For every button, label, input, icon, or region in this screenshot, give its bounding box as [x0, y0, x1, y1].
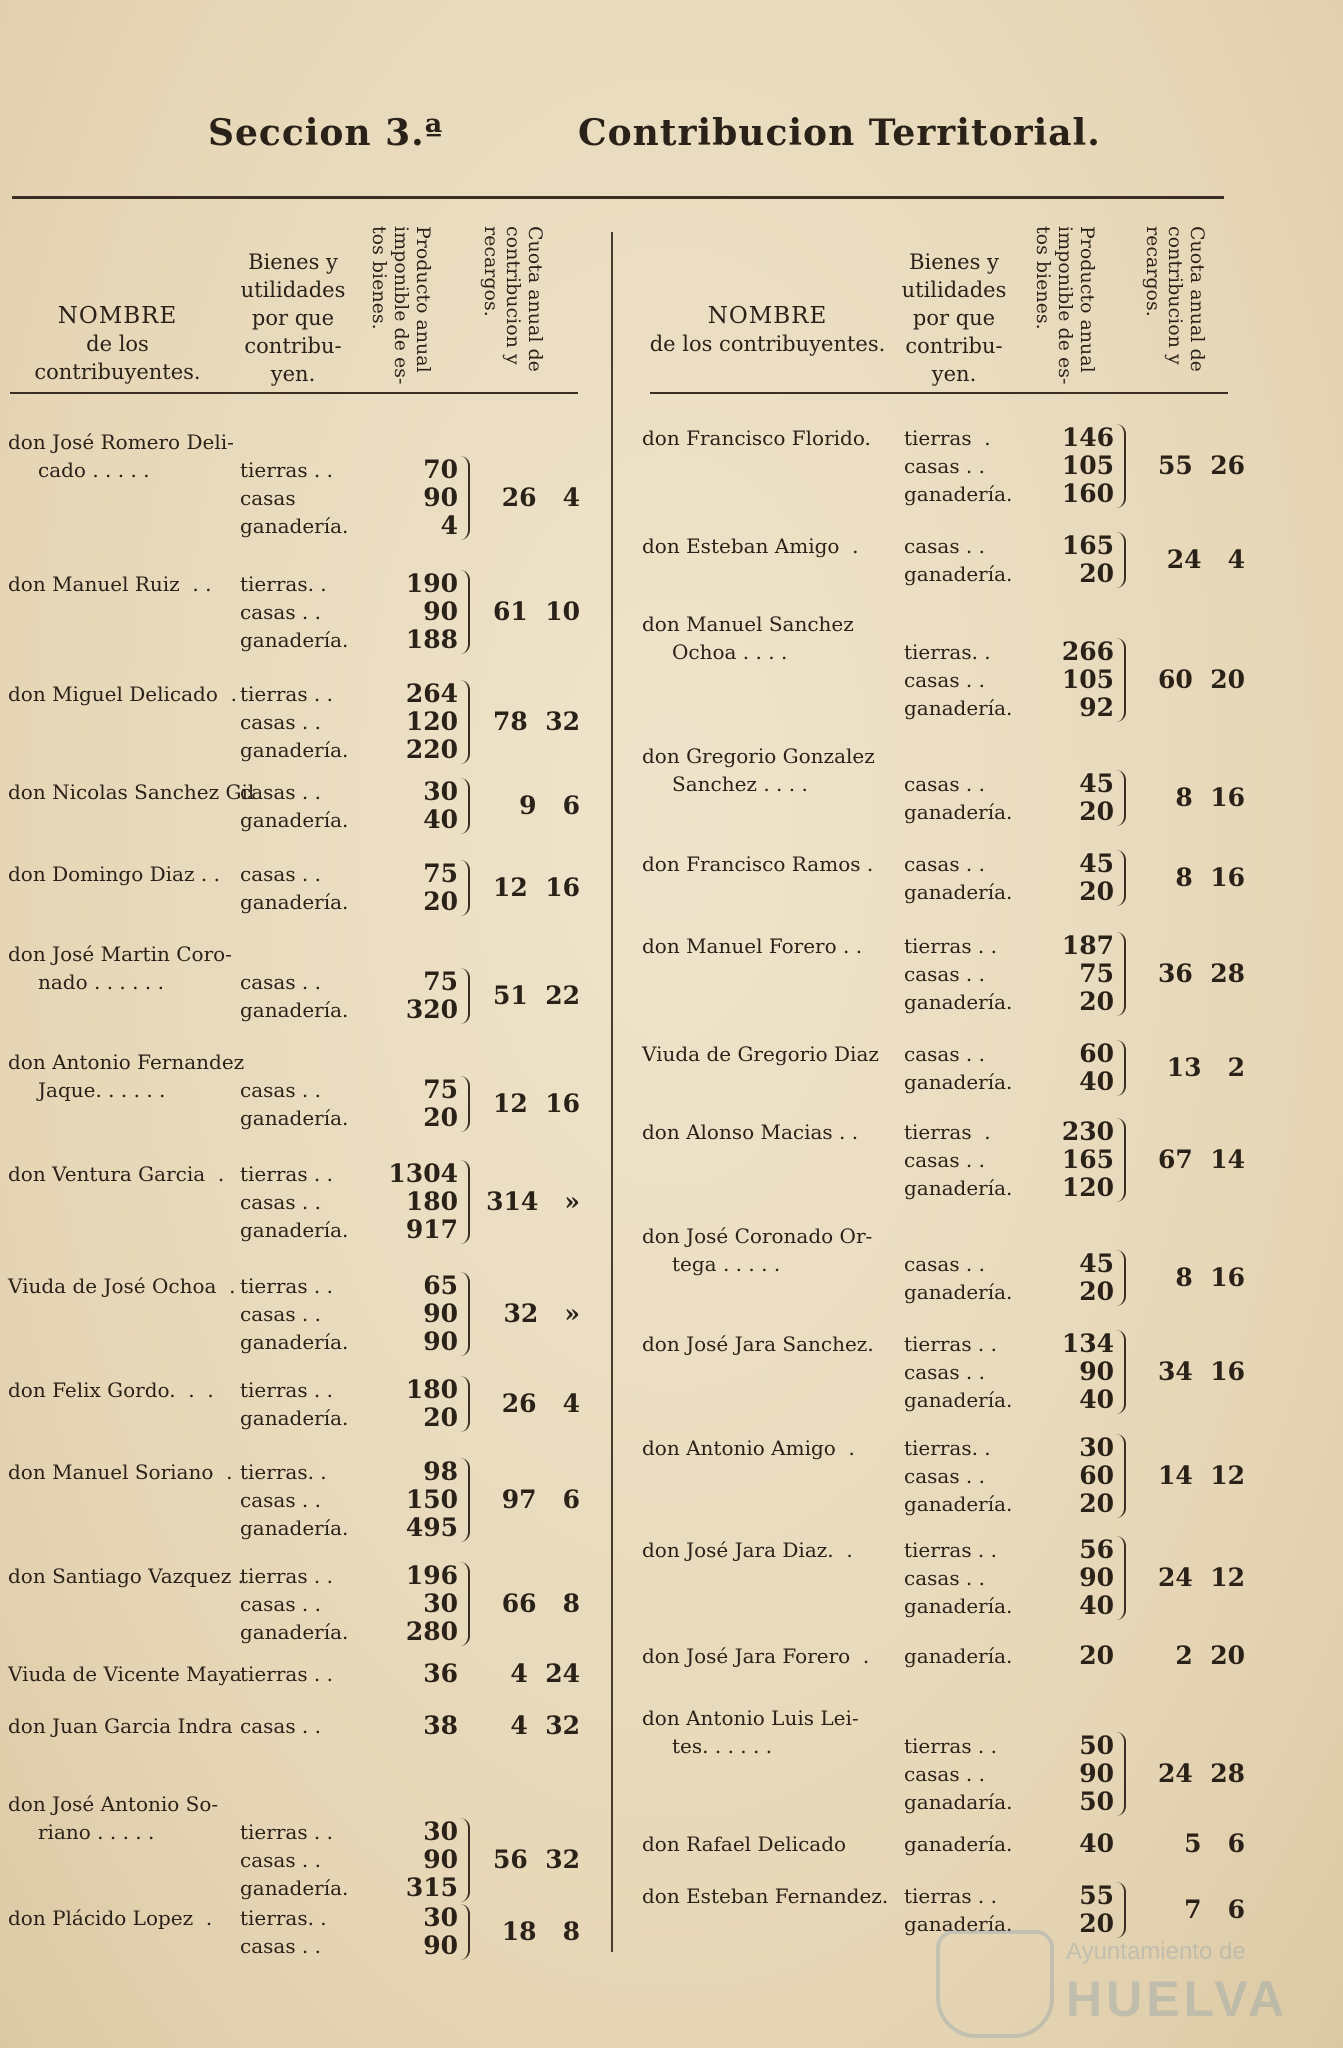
bien-label: tierras . .: [904, 1884, 998, 1908]
contributor-name: cado . . . . .: [38, 458, 150, 482]
cuota-value: 61 10: [493, 597, 580, 626]
brace-glyph: [1116, 1434, 1126, 1518]
cuota-value: 12 16: [493, 873, 580, 902]
contributor-name: don Manuel Forero . .: [642, 934, 863, 958]
product-value: 45: [1079, 769, 1114, 798]
bien-label: casas . .: [240, 1848, 322, 1872]
bien-label: casas . .: [904, 772, 986, 796]
product-value: 917: [405, 1215, 458, 1244]
cuota-value: 18 8: [501, 1917, 580, 1946]
bien-label: ganadería.: [904, 1492, 1013, 1516]
header-nombre-line: NOMBRE: [707, 303, 828, 329]
contributor-name: don Antonio Luis Lei-: [642, 1706, 859, 1730]
bien-label: casas . .: [240, 600, 322, 624]
cuota-value: 24 4: [1166, 545, 1245, 574]
brace-glyph: [460, 1562, 470, 1646]
contributor-name: don Manuel Soriano .: [8, 1460, 233, 1484]
bien-label: ganadería.: [904, 1912, 1013, 1936]
bien-label: casas . .: [240, 780, 322, 804]
product-value: 45: [1079, 1249, 1114, 1278]
header-producto-line: tos bienes.: [368, 226, 390, 330]
cuota-value: 60 20: [1158, 665, 1245, 694]
product-value: 150: [405, 1485, 458, 1514]
bien-label: tierras . .: [240, 1274, 334, 1298]
cuota-value: 7 6: [1184, 1895, 1245, 1924]
header-nombre-line: NOMBRE: [57, 303, 178, 329]
cuota-value: 8 16: [1175, 863, 1245, 892]
contributor-name: don Gregorio Gonzalez: [642, 744, 875, 768]
header-bienes-line: contribu-: [244, 334, 342, 358]
contributor-name: Viuda de Gregorio Diaz: [642, 1042, 879, 1066]
bien-label: ganadería.: [904, 1388, 1013, 1412]
contributor-name: don Ventura Garcia .: [8, 1162, 225, 1186]
bien-label: casas . .: [904, 454, 986, 478]
contributor-name: don José Jara Diaz. .: [642, 1538, 853, 1562]
product-value: 60: [1079, 1039, 1114, 1068]
bien-label: tierras. .: [904, 640, 991, 664]
bien-label: casas: [240, 486, 296, 510]
bien-label: casas . .: [904, 534, 986, 558]
header-bienes-line: Bienes y: [909, 250, 999, 274]
product-value: 1304: [388, 1159, 458, 1188]
header-producto-line: Producto anual: [412, 226, 434, 373]
product-value: 75: [1079, 959, 1114, 988]
product-value: 120: [1061, 1173, 1114, 1202]
header-bienes-line: utilidades: [240, 278, 346, 302]
contributor-name: don Nicolas Sanchez Gil: [8, 780, 255, 804]
product-value: 92: [1079, 693, 1114, 722]
bien-label: ganadería.: [904, 1070, 1013, 1094]
cuota-value: 97 6: [501, 1485, 580, 1514]
header-producto-left: [368, 226, 434, 391]
bien-label: ganadería.: [240, 738, 349, 762]
watermark-logo: [936, 1930, 1316, 2030]
bien-label: casas . .: [240, 1488, 322, 1512]
header-cuota-line: Cuota anual de: [524, 226, 546, 372]
bien-label: tierras .: [904, 426, 991, 450]
header-nombre-line: de los contribuyentes.: [649, 332, 886, 356]
bien-label: casas . .: [240, 970, 322, 994]
brace-glyph: [460, 1272, 470, 1356]
product-value: 105: [1061, 665, 1114, 694]
header-bienes-line: Bienes y: [248, 250, 338, 274]
bien-label: casas . .: [904, 1464, 986, 1488]
bien-label: tierras . .: [240, 1162, 334, 1186]
cuota-value: 13 2: [1166, 1053, 1245, 1082]
header-cuota-right: [1142, 226, 1208, 391]
header-bienes-right: [898, 248, 1010, 388]
brace-glyph: [460, 968, 470, 1024]
bien-label: casas . .: [240, 862, 322, 886]
product-value: 38: [423, 1711, 458, 1740]
bien-label: ganadería.: [240, 998, 349, 1022]
bien-label: casas . .: [904, 1360, 986, 1384]
watermark-line1: Ayuntamiento de: [1066, 1938, 1246, 1965]
product-value: 146: [1061, 423, 1114, 452]
product-value: 30: [423, 1903, 458, 1932]
product-value: 160: [1061, 479, 1114, 508]
brace-glyph: [1116, 1536, 1126, 1620]
contributor-name: don José Antonio So-: [8, 1792, 219, 1816]
top-rule: [12, 196, 1224, 199]
cuota-value: 32 »: [503, 1299, 580, 1328]
contributor-name: don Juan Garcia Indra: [8, 1714, 233, 1738]
bien-label: tierras . .: [904, 1734, 998, 1758]
bien-label: casas . .: [904, 668, 986, 692]
header-bienes-line: contribu-: [905, 334, 1003, 358]
bien-label: tierras . .: [240, 682, 334, 706]
cuota-value: 14 12: [1158, 1461, 1245, 1490]
bien-label: tierras . .: [240, 1820, 334, 1844]
cuota-value: 55 26: [1158, 451, 1245, 480]
product-value: 20: [423, 887, 458, 916]
contributor-name: don José Jara Sanchez.: [642, 1332, 874, 1356]
brace-glyph: [460, 1818, 470, 1902]
product-value: 40: [1079, 1591, 1114, 1620]
header-cuota-left: [480, 226, 546, 391]
product-value: 120: [405, 707, 458, 736]
header-bienes-line: por que: [251, 306, 335, 330]
product-value: 90: [423, 1299, 458, 1328]
brace-glyph: [1116, 932, 1126, 1016]
contributor-name: Sanchez . . . .: [672, 772, 808, 796]
brace-glyph: [1116, 532, 1126, 588]
header-cuota-line: contribucion y: [1164, 226, 1186, 365]
bien-label: tierras. .: [240, 572, 327, 596]
product-value: 50: [1079, 1787, 1114, 1816]
bien-label: casas . .: [904, 1042, 986, 1066]
product-value: 30: [423, 1817, 458, 1846]
header-producto-line: tos bienes.: [1032, 226, 1054, 330]
product-value: 320: [405, 995, 458, 1024]
bien-label: casas . .: [240, 710, 322, 734]
header-underline-left: [10, 392, 578, 394]
column-separator: [611, 232, 613, 1952]
product-value: 266: [1061, 637, 1114, 666]
header-cuota-line: recargos.: [480, 226, 502, 317]
product-value: 98: [423, 1457, 458, 1486]
bien-label: tierras. .: [240, 1460, 327, 1484]
contributor-name: tes. . . . . .: [672, 1734, 773, 1758]
bien-label: ganadería.: [904, 990, 1013, 1014]
product-value: 30: [1079, 1433, 1114, 1462]
cuota-value: 9 6: [519, 791, 580, 820]
product-value: 75: [423, 967, 458, 996]
cuota-value: 51 22: [493, 981, 580, 1010]
header-bienes-left: [238, 248, 348, 388]
brace-glyph: [1116, 850, 1126, 906]
product-value: 30: [423, 1589, 458, 1618]
header-producto-line: imponible de es-: [390, 226, 412, 385]
product-value: 20: [1079, 559, 1114, 588]
bien-label: ganadería.: [904, 880, 1013, 904]
brace-glyph: [460, 570, 470, 654]
bien-label: ganadería.: [904, 1832, 1013, 1856]
contributor-name: tega . . . . .: [672, 1252, 781, 1276]
bien-label: tierras . .: [904, 934, 998, 958]
brace-glyph: [1116, 1732, 1126, 1816]
product-value: 40: [1079, 1385, 1114, 1414]
header-producto-line: imponible de es-: [1054, 226, 1076, 385]
product-value: 65: [423, 1271, 458, 1300]
brace-glyph: [460, 1076, 470, 1132]
contributor-name: don Antonio Amigo .: [642, 1436, 855, 1460]
cuota-value: 314 »: [486, 1187, 580, 1216]
product-value: 165: [1061, 1145, 1114, 1174]
product-value: 20: [1079, 987, 1114, 1016]
product-value: 20: [423, 1403, 458, 1432]
cuota-value: 56 32: [493, 1845, 580, 1874]
page-title: Contribucion Territorial.: [578, 112, 1101, 154]
bien-label: ganadería.: [904, 1280, 1013, 1304]
product-value: 60: [1079, 1461, 1114, 1490]
bien-label: ganadaría.: [904, 1790, 1013, 1814]
bien-label: ganadería.: [904, 1176, 1013, 1200]
header-producto-line: Producto anual: [1076, 226, 1098, 373]
bien-label: ganadería.: [240, 1620, 349, 1644]
bien-label: tierras . .: [904, 1332, 998, 1356]
bien-label: casas . .: [240, 1592, 322, 1616]
bien-label: ganadería.: [240, 1218, 349, 1242]
cuota-value: 26 4: [501, 483, 580, 512]
contributor-name: nado . . . . . .: [38, 970, 164, 994]
watermark-line2: HUELVA: [1066, 1971, 1289, 2027]
product-value: 188: [405, 625, 458, 654]
cuota-value: 24 12: [1158, 1563, 1245, 1592]
cuota-value: 8 16: [1175, 783, 1245, 812]
product-value: 105: [1061, 451, 1114, 480]
header-cuota-line: recargos.: [1142, 226, 1164, 317]
bien-label: casas . .: [904, 1762, 986, 1786]
product-value: 180: [405, 1375, 458, 1404]
contributor-name: don Francisco Ramos .: [642, 852, 874, 876]
cuota-value: 5 6: [1184, 1829, 1245, 1858]
product-value: 230: [1061, 1117, 1114, 1146]
product-value: 90: [1079, 1357, 1114, 1386]
product-value: 90: [1079, 1759, 1114, 1788]
bien-label: casas . .: [904, 1148, 986, 1172]
product-value: 20: [1079, 1489, 1114, 1518]
contributor-name: don Rafael Delicado: [642, 1832, 847, 1856]
contributor-name: don Plácido Lopez .: [8, 1906, 213, 1930]
bien-label: tierras . .: [240, 458, 334, 482]
product-value: 90: [423, 1845, 458, 1874]
header-bienes-line: yen.: [931, 362, 977, 386]
bien-label: casas . .: [904, 852, 986, 876]
contributor-name: don Manuel Ruiz . .: [8, 572, 212, 596]
contributor-name: don Antonio Fernandez: [8, 1050, 245, 1074]
product-value: 40: [1079, 1829, 1114, 1858]
brace-glyph: [1116, 1250, 1126, 1306]
product-value: 134: [1061, 1329, 1114, 1358]
bien-label: casas . .: [904, 1252, 986, 1276]
product-value: 280: [405, 1617, 458, 1646]
contributor-name: don José Jara Forero .: [642, 1644, 870, 1668]
brace-glyph: [460, 778, 470, 834]
cuota-value: 2 20: [1175, 1641, 1245, 1670]
product-value: 56: [1079, 1535, 1114, 1564]
product-value: 20: [1079, 1909, 1114, 1938]
contributor-name: Viuda de José Ochoa .: [8, 1274, 236, 1298]
product-value: 220: [405, 735, 458, 764]
brace-glyph: [1116, 1040, 1126, 1096]
contributor-name: riano . . . . .: [38, 1820, 155, 1844]
product-value: 20: [1079, 877, 1114, 906]
product-value: 36: [423, 1659, 458, 1688]
brace-glyph: [460, 860, 470, 916]
product-value: 495: [405, 1513, 458, 1542]
brace-glyph: [460, 1376, 470, 1432]
cuota-value: 8 16: [1175, 1263, 1245, 1292]
header-producto-right: [1032, 226, 1098, 391]
bien-label: ganadería.: [904, 482, 1013, 506]
bien-label: casas . .: [240, 1190, 322, 1214]
brace-glyph: [1116, 424, 1126, 508]
bien-label: casas . .: [904, 962, 986, 986]
bien-label: ganadería.: [240, 1876, 349, 1900]
header-nombre-left: [0, 302, 235, 386]
product-value: 20: [1079, 1277, 1114, 1306]
header-nombre-right: [640, 302, 895, 358]
section-label: Seccion 3.ª: [208, 112, 444, 154]
brace-glyph: [1116, 770, 1126, 826]
brace-glyph: [1116, 1330, 1126, 1414]
cuota-value: 67 14: [1158, 1145, 1245, 1174]
bien-label: casas . .: [240, 1078, 322, 1102]
product-value: 55: [1079, 1881, 1114, 1910]
bien-label: tierras. .: [240, 1906, 327, 1930]
contributor-name: don Esteban Amigo .: [642, 534, 859, 558]
bien-label: ganadería.: [240, 514, 349, 538]
cuota-value: 4 32: [510, 1711, 580, 1740]
header-underline-right: [650, 392, 1228, 394]
bien-label: ganadería.: [240, 1406, 349, 1430]
contributor-name: don José Romero Deli-: [8, 430, 234, 454]
contributor-name: don Esteban Fernandez.: [642, 1884, 889, 1908]
cuota-value: 4 24: [510, 1659, 580, 1688]
contributor-name: don Santiago Vazquez .: [8, 1564, 244, 1588]
bien-label: ganadería.: [240, 808, 349, 832]
product-value: 4: [440, 511, 458, 540]
product-value: 45: [1079, 849, 1114, 878]
brace-glyph: [460, 456, 470, 540]
bien-label: ganadería.: [240, 628, 349, 652]
product-value: 264: [405, 679, 458, 708]
product-value: 165: [1061, 531, 1114, 560]
bien-label: tierras . .: [904, 1538, 998, 1562]
brace-glyph: [1116, 638, 1126, 722]
bien-label: ganadería.: [904, 1644, 1013, 1668]
product-value: 90: [1079, 1563, 1114, 1592]
product-value: 75: [423, 859, 458, 888]
bien-label: casas . .: [240, 1302, 322, 1326]
header-bienes-line: por que: [912, 306, 996, 330]
product-value: 196: [405, 1561, 458, 1590]
bien-label: ganadería.: [904, 696, 1013, 720]
contributor-name: Viuda de Vicente Maya: [8, 1662, 242, 1686]
product-value: 40: [423, 805, 458, 834]
contributor-name: Ochoa . . . .: [672, 640, 788, 664]
product-value: 90: [423, 1327, 458, 1356]
bien-label: ganadería.: [904, 562, 1013, 586]
product-value: 20: [1079, 797, 1114, 826]
bien-label: ganadería.: [240, 890, 349, 914]
bien-label: ganadería.: [240, 1516, 349, 1540]
bien-label: casas . .: [240, 1714, 322, 1738]
contributor-name: Jaque. . . . . .: [38, 1078, 166, 1102]
bien-label: tierras. .: [904, 1436, 991, 1460]
cuota-value: 34 16: [1158, 1357, 1245, 1386]
bien-label: ganadería.: [904, 800, 1013, 824]
brace-glyph: [1116, 1118, 1126, 1202]
header-cuota-line: Cuota anual de: [1186, 226, 1208, 372]
product-value: 70: [423, 455, 458, 484]
contributor-name: don Domingo Diaz . .: [8, 862, 220, 886]
product-value: 180: [405, 1187, 458, 1216]
product-value: 190: [405, 569, 458, 598]
bien-label: casas . .: [240, 1934, 322, 1958]
cuota-value: 26 4: [501, 1389, 580, 1418]
product-value: 75: [423, 1075, 458, 1104]
contributor-name: don Alonso Macias . .: [642, 1120, 859, 1144]
bien-label: tierras . .: [240, 1564, 334, 1588]
product-value: 90: [423, 1931, 458, 1960]
contributor-name: don Manuel Sanchez: [642, 612, 854, 636]
cuota-value: 24 28: [1158, 1759, 1245, 1788]
header-bienes-line: yen.: [270, 362, 316, 386]
bien-label: casas . .: [904, 1566, 986, 1590]
bien-label: tierras .: [904, 1120, 991, 1144]
cuota-value: 36 28: [1158, 959, 1245, 988]
contributor-name: don José Coronado Or-: [642, 1224, 873, 1248]
product-value: 90: [423, 483, 458, 512]
product-value: 90: [423, 597, 458, 626]
product-value: 315: [405, 1873, 458, 1902]
brace-glyph: [460, 1458, 470, 1542]
brace-glyph: [460, 1904, 470, 1960]
product-value: 30: [423, 777, 458, 806]
bien-label: ganadería.: [240, 1330, 349, 1354]
contributor-name: don Miguel Delicado .: [8, 682, 237, 706]
product-value: 50: [1079, 1731, 1114, 1760]
product-value: 187: [1061, 931, 1114, 960]
contributor-name: don Francisco Florido.: [642, 426, 871, 450]
contributor-name: don José Martin Coro-: [8, 942, 232, 966]
product-value: 20: [423, 1103, 458, 1132]
contributor-name: don Felix Gordo. . .: [8, 1378, 214, 1402]
header-cuota-line: contribucion y: [502, 226, 524, 365]
bien-label: tierras . .: [240, 1662, 334, 1686]
product-value: 40: [1079, 1067, 1114, 1096]
shield-icon: [936, 1930, 1054, 2038]
cuota-value: 12 16: [493, 1089, 580, 1118]
bien-label: ganadería.: [240, 1106, 349, 1130]
cuota-value: 66 8: [501, 1589, 580, 1618]
brace-glyph: [460, 680, 470, 764]
product-value: 20: [1079, 1641, 1114, 1670]
bien-label: tierras . .: [240, 1378, 334, 1402]
brace-glyph: [460, 1160, 470, 1244]
header-bienes-line: utilidades: [901, 278, 1007, 302]
bien-label: ganadería.: [904, 1594, 1013, 1618]
cuota-value: 78 32: [493, 707, 580, 736]
header-nombre-line: de los contribuyentes.: [34, 332, 201, 384]
